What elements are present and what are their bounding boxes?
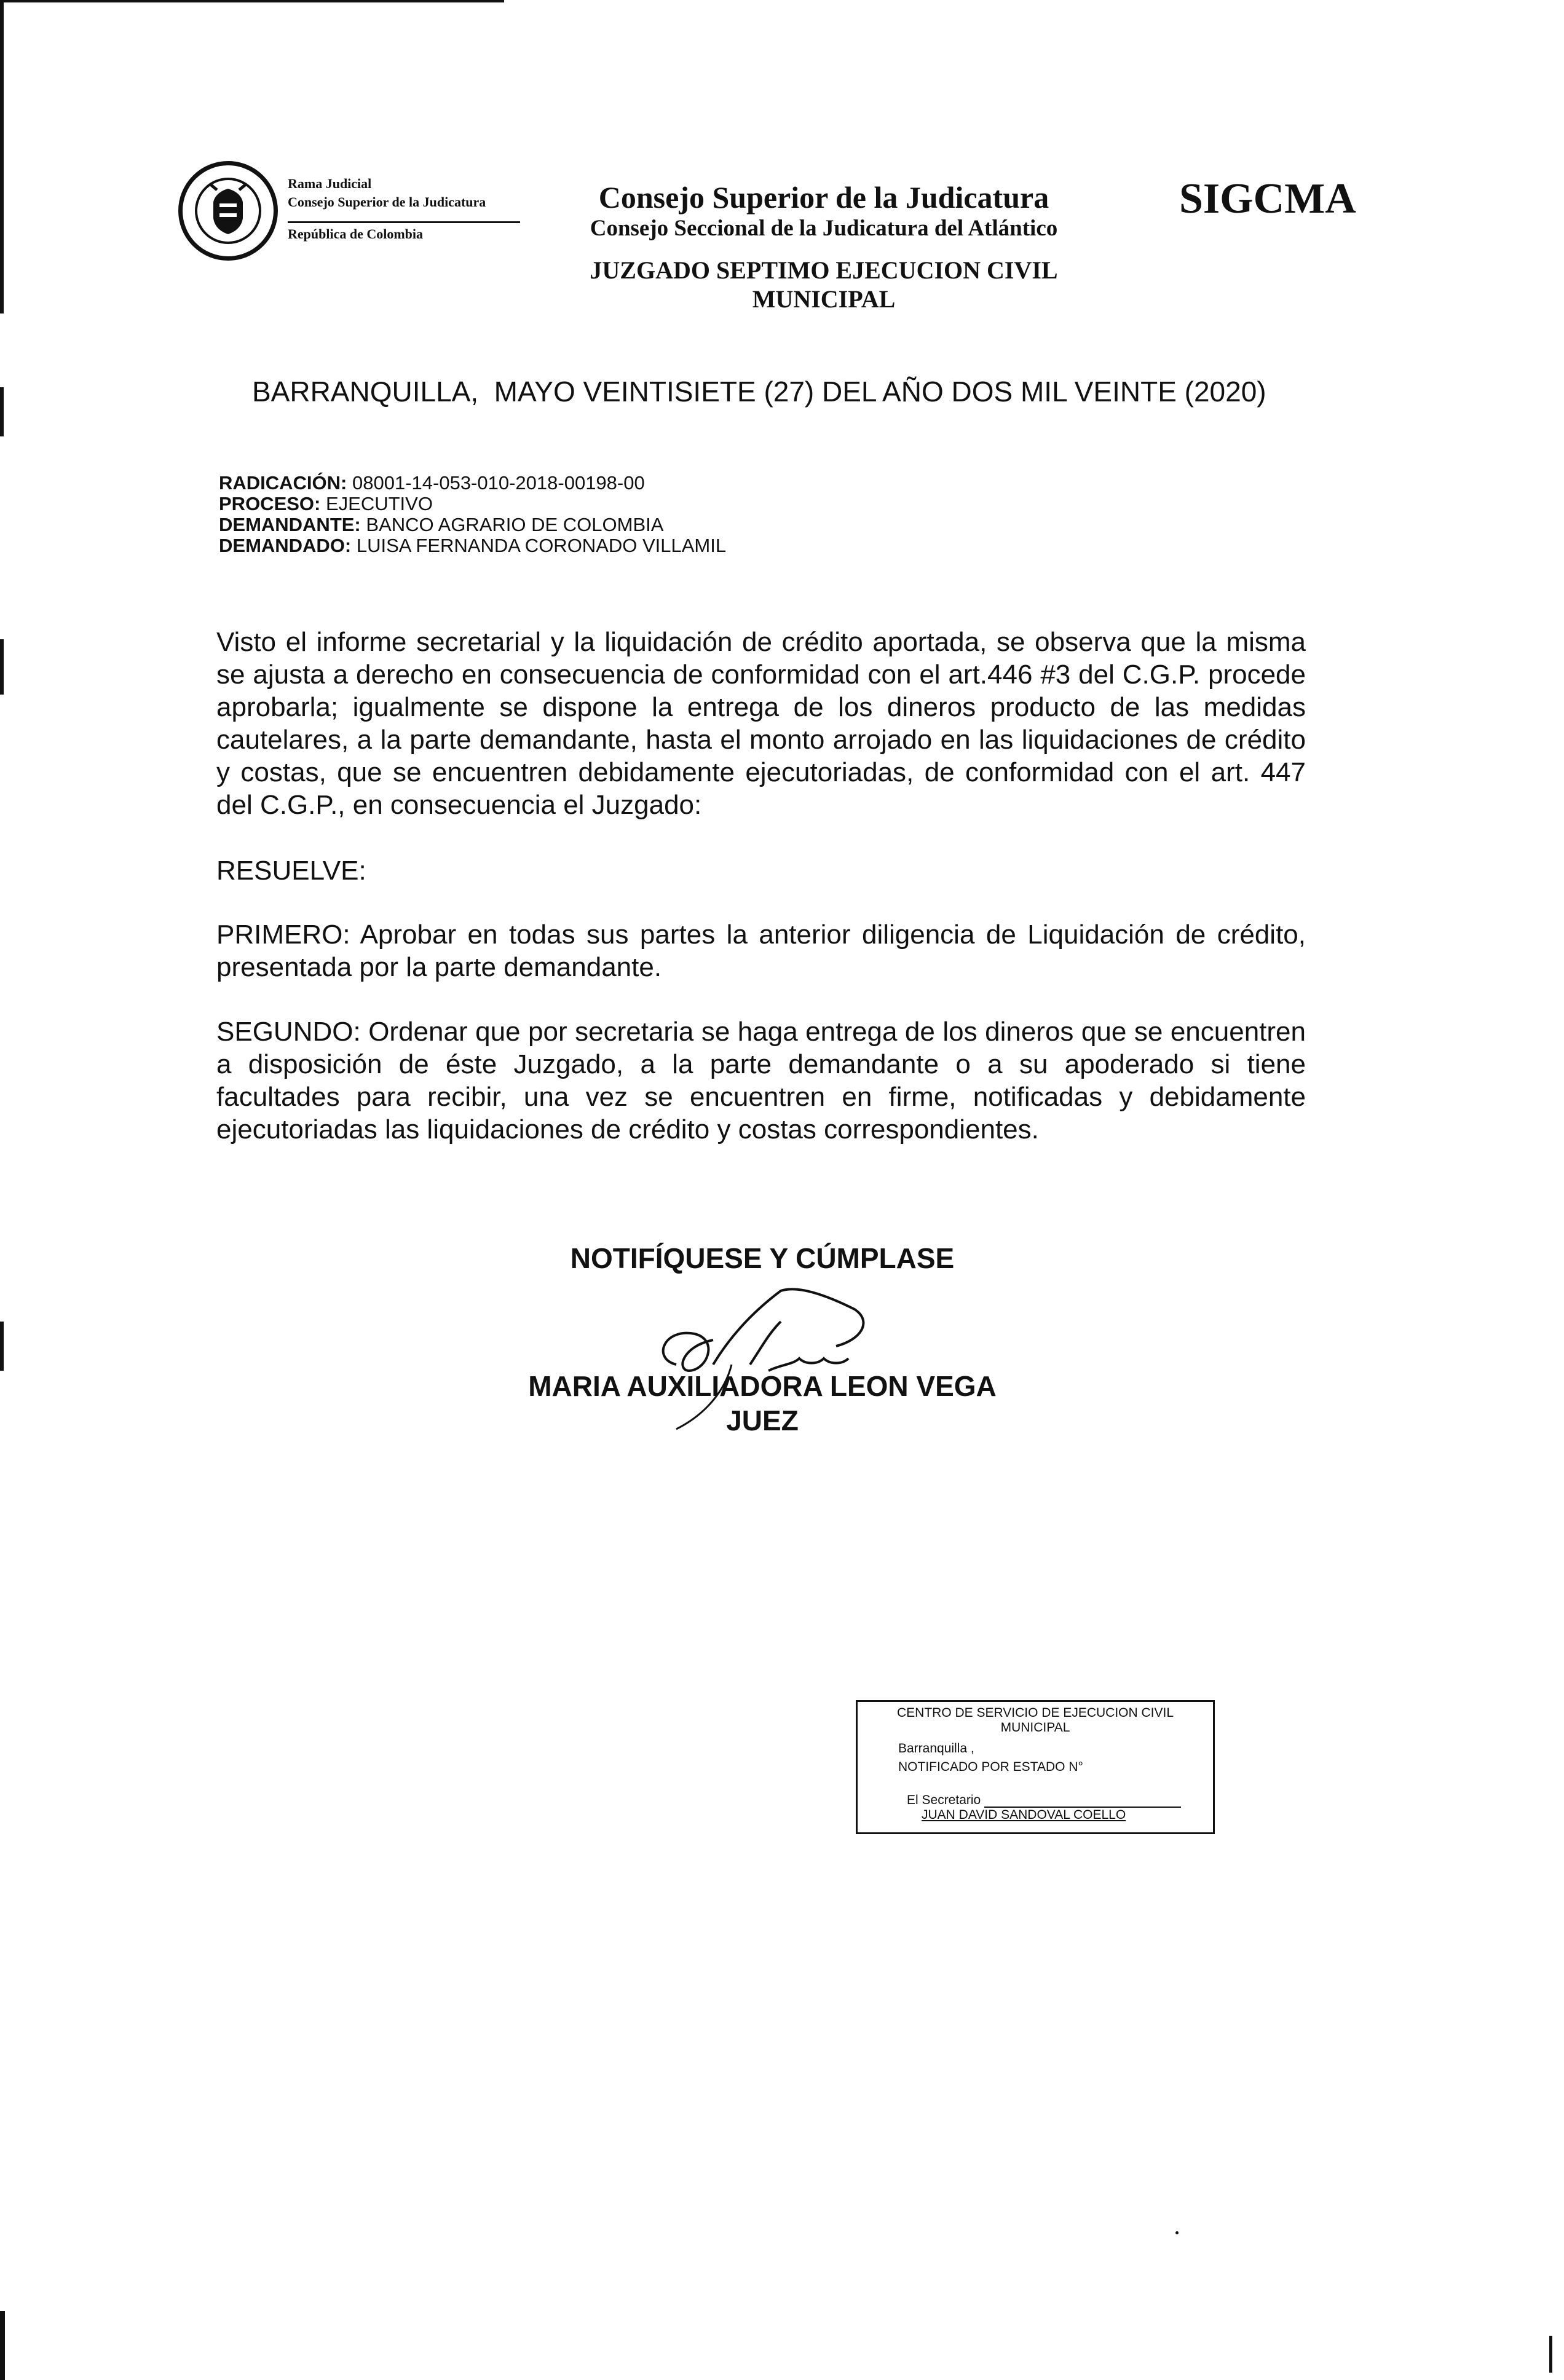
demandante-value: BANCO AGRARIO DE COLOMBIA [366, 514, 664, 535]
republica-label: República de Colombia [288, 226, 424, 242]
rama-judicial-label: Rama Judicial [288, 176, 372, 191]
paragraph-primero: PRIMERO: Aprobar en todas sus partes la anterior diligencia de Liquidación de crédito, presentada por la parte demandante. [216, 920, 1306, 982]
scan-edge-mark [0, 1322, 4, 1371]
radicacion-value: 08001-14-053-010-2018-00198-00 [352, 472, 645, 494]
scan-edge-mark [1549, 2336, 1552, 2373]
stamp-estado: NOTIFICADO POR ESTADO N° [898, 1760, 1083, 1774]
header-rule [288, 221, 520, 223]
stamp-city: Barranquilla , [898, 1741, 974, 1755]
demandante-label: DEMANDANTE: [219, 514, 361, 535]
paragraph-visto: Visto el informe secretarial y la liquidación de crédito aportada, se observa que la misma se ajusta a derecho en consecuencia de conformidad con el art.446 #3 del C.G.P. procede aprobarla; igualmente se dispone la entrega de los dineros producto de las medidas cautelares, a la parte demandante, hasta el monto arrojado en las liquidaciones de crédito y costas, que se encuentren debidamente ejecutoriadas, de conformidad con el art. 447 del C.G.P., en consecuencia el Juzgado: [216, 627, 1306, 820]
demandado-line [219, 536, 726, 555]
scan-edge-mark [0, 2311, 5, 2380]
notification-stamp [856, 1700, 1215, 1834]
radicacion-line [219, 473, 645, 492]
demandado-label: DEMANDADO: [219, 535, 352, 556]
notify-heading: NOTIFÍQUESE Y CÚMPLASE [570, 1242, 955, 1274]
paragraph-segundo: SEGUNDO: Ordenar que por secretaria se haga entrega de los dineros que se encuentren a disposición de éste Juzgado, a la parte demandante o a su apoderado si tiene facultades para recibir, una vez se encuentren en firme, notificadas y debidamente ejecutoriadas las liquidaciones de crédito y costas correspondientes. [216, 1017, 1306, 1145]
resuelve-heading: RESUELVE: [216, 856, 366, 886]
stamp-line-2: MUNICIPAL [1000, 1720, 1070, 1735]
header-title: Consejo Superior de la Judicatura [598, 180, 1049, 215]
demandado-value: LUISA FERNANDA CORONADO VILLAMIL [356, 535, 727, 556]
scan-edge-mark [0, 639, 4, 695]
stamp-line-1: CENTRO DE SERVICIO DE EJECUCION CIVIL [896, 1706, 1174, 1720]
header-subtitle: Consejo Seccional de la Judicatura del Atlántico [590, 216, 1058, 241]
date-line: BARRANQUILLA, MAYO VEINTISIETE (27) DEL AÑO DOS MIL VEINTE (2020) [252, 376, 1266, 408]
scan-edge-mark [0, 387, 4, 436]
scan-edge-mark [0, 0, 504, 2]
court-name: JUZGADO SEPTIMO EJECUCION CIVIL MUNICIPAL [590, 256, 1058, 313]
judge-title: JUEZ [726, 1405, 799, 1436]
judge-name: MARIA AUXILIADORA LEON VEGA [528, 1370, 997, 1402]
demandante-line [219, 515, 663, 534]
sigcma-brand: SIGCMA [1179, 175, 1356, 223]
scan-edge-mark [0, 0, 4, 313]
radicacion-label: RADICACIÓN: [219, 472, 347, 494]
proceso-value: EJECUTIVO [325, 493, 433, 514]
proceso-label: PROCESO: [219, 493, 321, 514]
scan-speck [1175, 2231, 1179, 2234]
stamp-secretario-name: JUAN DAVID SANDOVAL COELLO [922, 1808, 1126, 1822]
proceso-line [219, 494, 433, 513]
stamp-secretario-label: El Secretario [907, 1793, 981, 1807]
colombia-seal-icon [178, 161, 278, 261]
consejo-superior-small-label: Consejo Superior de la Judicatura [288, 194, 486, 210]
